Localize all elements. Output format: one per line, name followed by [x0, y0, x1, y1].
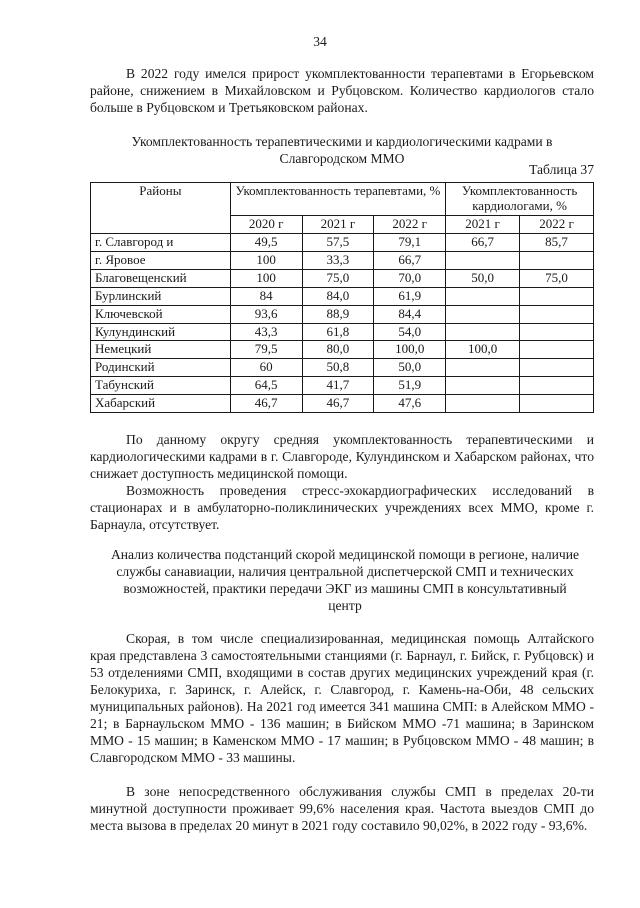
value-cell: 84 [230, 287, 302, 305]
table-row [91, 395, 594, 413]
value-cell [446, 395, 520, 413]
value-cell [446, 359, 520, 377]
value-cell [520, 305, 594, 323]
value-cell [446, 287, 520, 305]
region-name: Родинский [91, 359, 231, 377]
year-card-2022: 2022 г [520, 215, 594, 233]
table-row [91, 359, 594, 377]
value-cell: 61,9 [374, 287, 446, 305]
value-cell: 100,0 [446, 341, 520, 359]
region-name: г. Славгород и [91, 233, 231, 251]
region-name: Табунский [91, 377, 231, 395]
value-cell: 43,3 [230, 323, 302, 341]
value-cell: 49,5 [230, 233, 302, 251]
section-heading: Анализ количества подстанций скорой медицинской помощи в регионе, наличие службы санавиации, наличия центральной диспетчерской СМП и технических возможностей, практики передачи ЭКГ из машины СМП в консультативный центр [110, 547, 580, 613]
value-cell: 60 [230, 359, 302, 377]
value-cell: 33,3 [302, 251, 374, 269]
region-name: Ключевской [91, 305, 231, 323]
value-cell: 54,0 [374, 323, 446, 341]
table-row [91, 233, 594, 251]
value-cell [446, 305, 520, 323]
value-cell [520, 341, 594, 359]
value-cell: 75,0 [302, 269, 374, 287]
value-cell: 88,9 [302, 305, 374, 323]
paragraph-intro: В 2022 году имелся прирост укомплектованности терапевтами в Егорьевском районе, снижением в Михайловском и Рубцовском. Количество кардиологов стало больше в Рубцовском и Третьяковском районах. [90, 66, 594, 115]
value-cell: 46,7 [230, 395, 302, 413]
value-cell: 50,0 [446, 269, 520, 287]
value-cell: 50,8 [302, 359, 374, 377]
value-cell [446, 377, 520, 395]
value-cell: 64,5 [230, 377, 302, 395]
value-cell: 84,0 [302, 287, 374, 305]
value-cell: 57,5 [302, 233, 374, 251]
table-header-row [91, 183, 594, 216]
region-name: Хабарский [91, 395, 231, 413]
value-cell: 84,4 [374, 305, 446, 323]
region-name: Кулундинский [91, 323, 231, 341]
table-row [91, 251, 594, 269]
header-regions: Районы [91, 183, 231, 234]
value-cell: 50,0 [374, 359, 446, 377]
table-row [91, 377, 594, 395]
value-cell: 47,6 [374, 395, 446, 413]
value-cell [520, 251, 594, 269]
value-cell: 51,9 [374, 377, 446, 395]
table-row [91, 305, 594, 323]
value-cell [520, 287, 594, 305]
paragraph-summary: По данному округу средняя укомплектованность терапевтическими и кардиологическими кадрами в г. Славгороде, Кулундинском и Хабарском районах, что снижает доступность медицинской помощи. [90, 432, 594, 481]
year-ther-2020: 2020 г [230, 215, 302, 233]
table-body [91, 233, 594, 412]
value-cell [446, 323, 520, 341]
value-cell [520, 323, 594, 341]
value-cell: 41,7 [302, 377, 374, 395]
staffing-table [90, 182, 594, 413]
year-ther-2022: 2022 г [374, 215, 446, 233]
value-cell [520, 377, 594, 395]
table-label: Таблица 37 [529, 162, 594, 177]
table-row [91, 269, 594, 287]
value-cell: 80,0 [302, 341, 374, 359]
value-cell [520, 359, 594, 377]
value-cell: 100,0 [374, 341, 446, 359]
paragraph-stress-echo: Возможность проведения стресс-эхокардиографических исследований в стационарах и в амбулаторно-поликлинических учреждениях всех ММО, кроме г. Барнаула, отсутствует. [90, 483, 594, 532]
value-cell: 61,8 [302, 323, 374, 341]
year-card-2021: 2021 г [446, 215, 520, 233]
value-cell: 66,7 [446, 233, 520, 251]
paragraph-ambulance: Скорая, в том числе специализированная, медицинская помощь Алтайского края представлена 3 самостоятельными станциями (г. Барнаул, г. Бийск, г. Рубцовск) и 53 отделениями СМП, входящими в состав других медицинских учреждений края (г. Белокуриха, г. Заринск, г. Алейск, г. Славгород, г. Камень-на-Оби, 48 сельских муниципальных районов). На 2021 год имеется 341 машина СМП: в Алейском ММО - 21; в Барнаульском ММО - 136 машин; в Бийском ММО -71 машина; в Заринском ММО - 15 машин; в Каменском ММО - 17 машин; в Рубцовском ММО - 48 машин; в Славгородском ММО - 33 машины. [90, 631, 594, 765]
region-name: Немецкий [91, 341, 231, 359]
value-cell: 100 [230, 251, 302, 269]
value-cell: 46,7 [302, 395, 374, 413]
value-cell: 79,5 [230, 341, 302, 359]
year-ther-2021: 2021 г [302, 215, 374, 233]
region-name: Благовещенский [91, 269, 231, 287]
table-title: Укомплектованность терапевтическими и кардиологическими кадрами в Славгородском ММО [131, 134, 553, 166]
header-cardiologists: Укомплектованность кардиологами, % [446, 183, 594, 216]
table-row [91, 287, 594, 305]
value-cell: 79,1 [374, 233, 446, 251]
header-therapists: Укомплектованность терапевтами, % [230, 183, 445, 216]
value-cell: 93,6 [230, 305, 302, 323]
region-name: г. Яровое [91, 251, 231, 269]
paragraph-coverage: В зоне непосредственного обслуживания службы СМП в пределах 20-ти минутной доступности проживает 99,6% населения края. Частота выездов СМП до места вызова в пределах 20 минут в 2021 году составило 90,02%, в 2022 году - 93,6%. [90, 784, 594, 833]
value-cell: 100 [230, 269, 302, 287]
page-number: 34 [313, 34, 327, 49]
table-row [91, 323, 594, 341]
value-cell [520, 395, 594, 413]
table-row [91, 341, 594, 359]
region-name: Бурлинский [91, 287, 231, 305]
value-cell: 70,0 [374, 269, 446, 287]
value-cell: 66,7 [374, 251, 446, 269]
value-cell: 85,7 [520, 233, 594, 251]
value-cell [446, 251, 520, 269]
value-cell: 75,0 [520, 269, 594, 287]
